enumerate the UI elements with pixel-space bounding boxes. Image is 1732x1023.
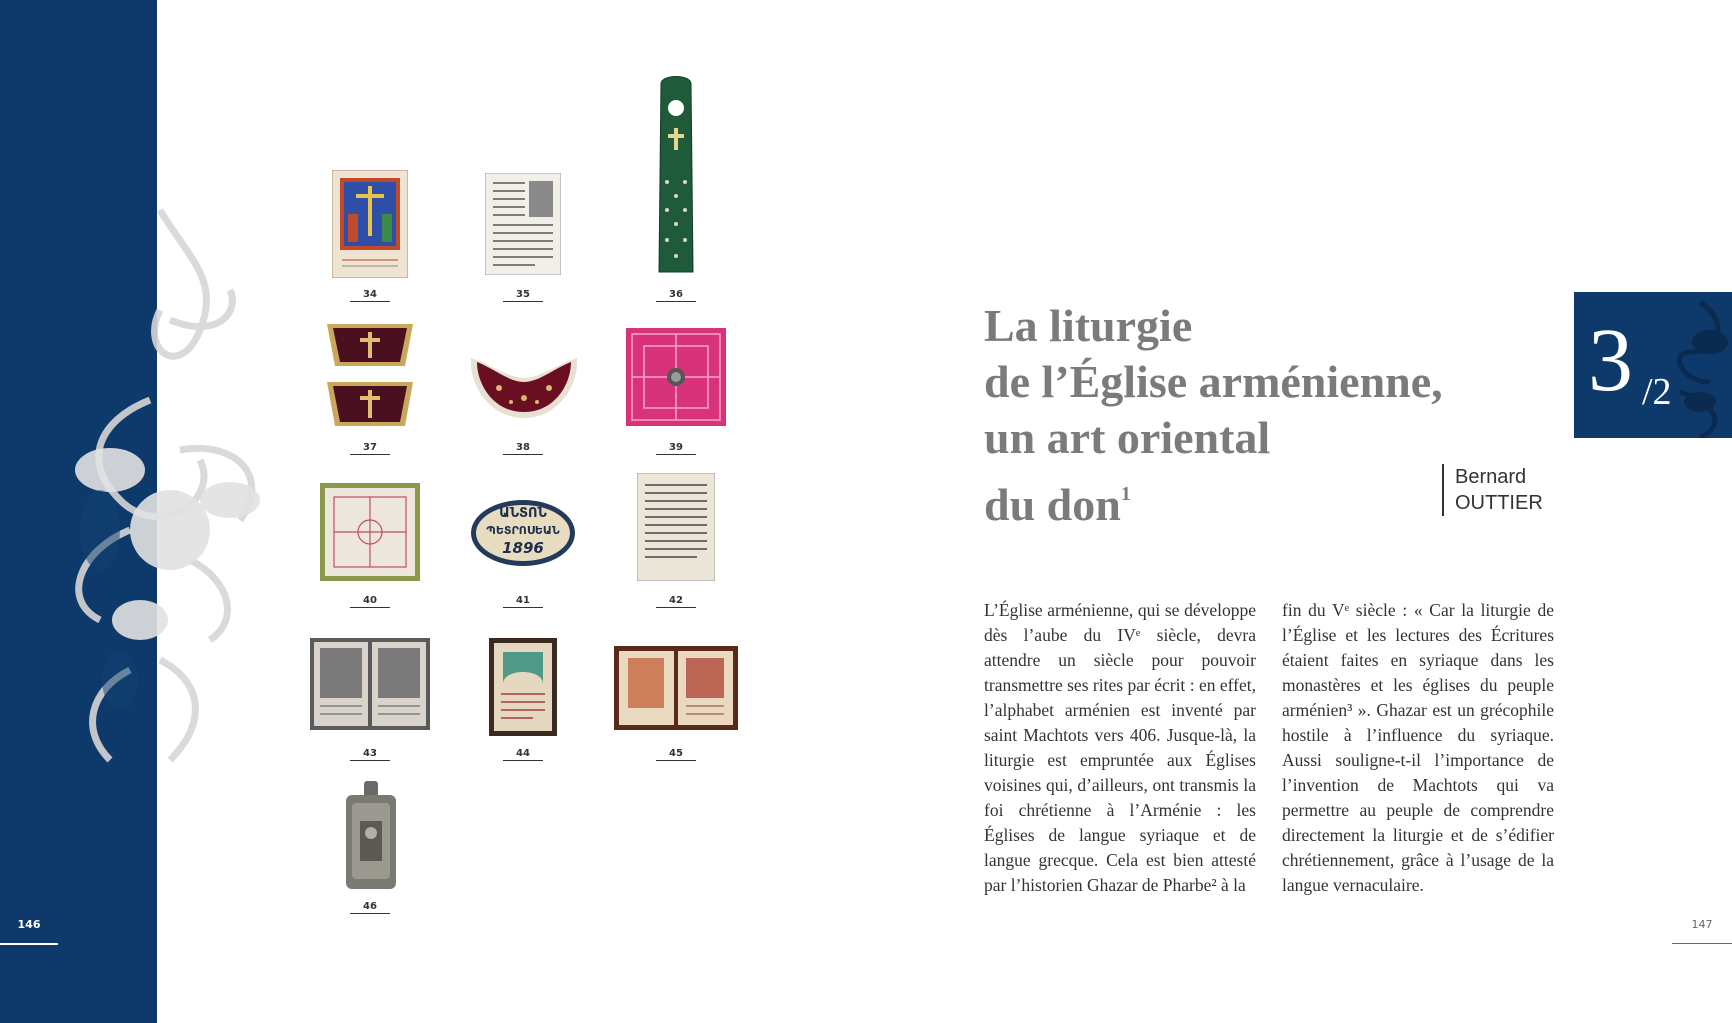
catalog-item-43	[320, 624, 420, 764]
amulet-case-image	[344, 781, 398, 891]
catalog-item-45	[626, 624, 726, 764]
chapter-number: 3	[1588, 311, 1633, 410]
item-number: 45	[656, 747, 696, 761]
red-collar-image	[469, 354, 579, 424]
chapter-badge	[1574, 292, 1732, 438]
item-number: 38	[503, 441, 543, 455]
catalog-item-42	[626, 471, 726, 611]
item-number: 39	[656, 441, 696, 455]
page-number-rule	[1672, 943, 1732, 944]
plaque-line-2: ՊԵՏՐՈՍԵԱՆ	[486, 524, 560, 537]
title-line-3: un art oriental	[984, 412, 1271, 463]
floral-ornament-icon	[40, 200, 280, 780]
item-number: 36	[656, 288, 696, 302]
item-number: 34	[350, 288, 390, 302]
catalog-item-46	[320, 777, 420, 917]
catalog-item-35	[473, 165, 573, 305]
green-stole-image	[653, 72, 699, 276]
page-number-left: 146	[17, 918, 41, 931]
catalog-item-34	[320, 165, 420, 305]
floral-ornament-icon	[1660, 292, 1732, 438]
author-first-name: Bernard	[1455, 466, 1527, 488]
plaque-line-1: ԱՆՏՈՆ	[499, 506, 547, 521]
title-line-1: La liturgie	[984, 300, 1193, 351]
article-title	[984, 298, 1504, 533]
item-number: 35	[503, 288, 543, 302]
item-number: 44	[503, 747, 543, 761]
item-number: 42	[656, 594, 696, 608]
author-last-name: OUTTIER	[1455, 492, 1543, 514]
item-number: 43	[350, 747, 390, 761]
title-line-4-text: du don	[984, 479, 1121, 530]
catalog-item-40	[320, 471, 420, 611]
manuscript-page-image	[637, 473, 715, 581]
title-footnote: 1	[1120, 483, 1131, 505]
catalog-item-37	[320, 318, 420, 458]
author-byline	[1442, 464, 1543, 516]
item-number: 40	[350, 594, 390, 608]
item-number: 41	[503, 594, 543, 608]
catalog-item-39	[626, 318, 726, 458]
body-column-1: L’Église arménienne, qui se développe dès l’aube du IVᵉ siècle, devra attendre un siècle pour pouvoir transmettre ses rites par écrit : en effet, l’alphabet arménien est inventé par saint Machtots vers 406. Jusque-là, la liturgie est empruntée aux Églises voisines qui, d’ailleurs, ont transmis la foi chrétienne à l’Arménie : les Églises de langue syriaque et de langue grecque. Cela est bien attesté par l’historien Ghazar de Pharbe² à la	[984, 600, 1256, 895]
catalog-item-41	[473, 471, 573, 611]
page-number-right: 147	[1691, 918, 1713, 931]
manuscript-page-image	[485, 173, 561, 275]
catalog-item-36	[626, 70, 726, 305]
plaque-line-3: 1896	[502, 539, 544, 557]
title-line-2: de l’Église arménienne,	[984, 356, 1443, 407]
title-line-4	[984, 466, 1504, 533]
item-number: 37	[350, 441, 390, 455]
catalog-item-38	[473, 318, 573, 458]
catalog-item-44	[473, 624, 573, 764]
open-book-image	[310, 638, 430, 730]
illuminated-book-image	[489, 638, 557, 736]
pink-embroidered-cloth-image	[626, 328, 726, 426]
embroidered-cuffs-image	[325, 320, 415, 432]
page-number-rule	[0, 943, 58, 945]
embroidered-square-cloth-image	[320, 483, 420, 581]
open-manuscript-image	[614, 646, 738, 730]
chapter-subnumber: /2	[1642, 371, 1672, 413]
manuscript-crucifixion-image	[332, 170, 408, 278]
item-number: 46	[350, 900, 390, 914]
body-column-2: fin du Vᵉ siècle : « Car la liturgie de l’Église et les lectures des Écritures étaient faites en syriaque dans les monastères et les églises du peuple arménien³ ». Ghazar est un grécophile hostile à l’influence du syriaque. Aussi souligne-t-il l’importance de l’invention de Machtots qui va permettre au peuple de comprendre directement la liturgie et de s’édifier chrétiennement, grâce à l’usage de la langue vernaculaire.	[1282, 600, 1554, 895]
